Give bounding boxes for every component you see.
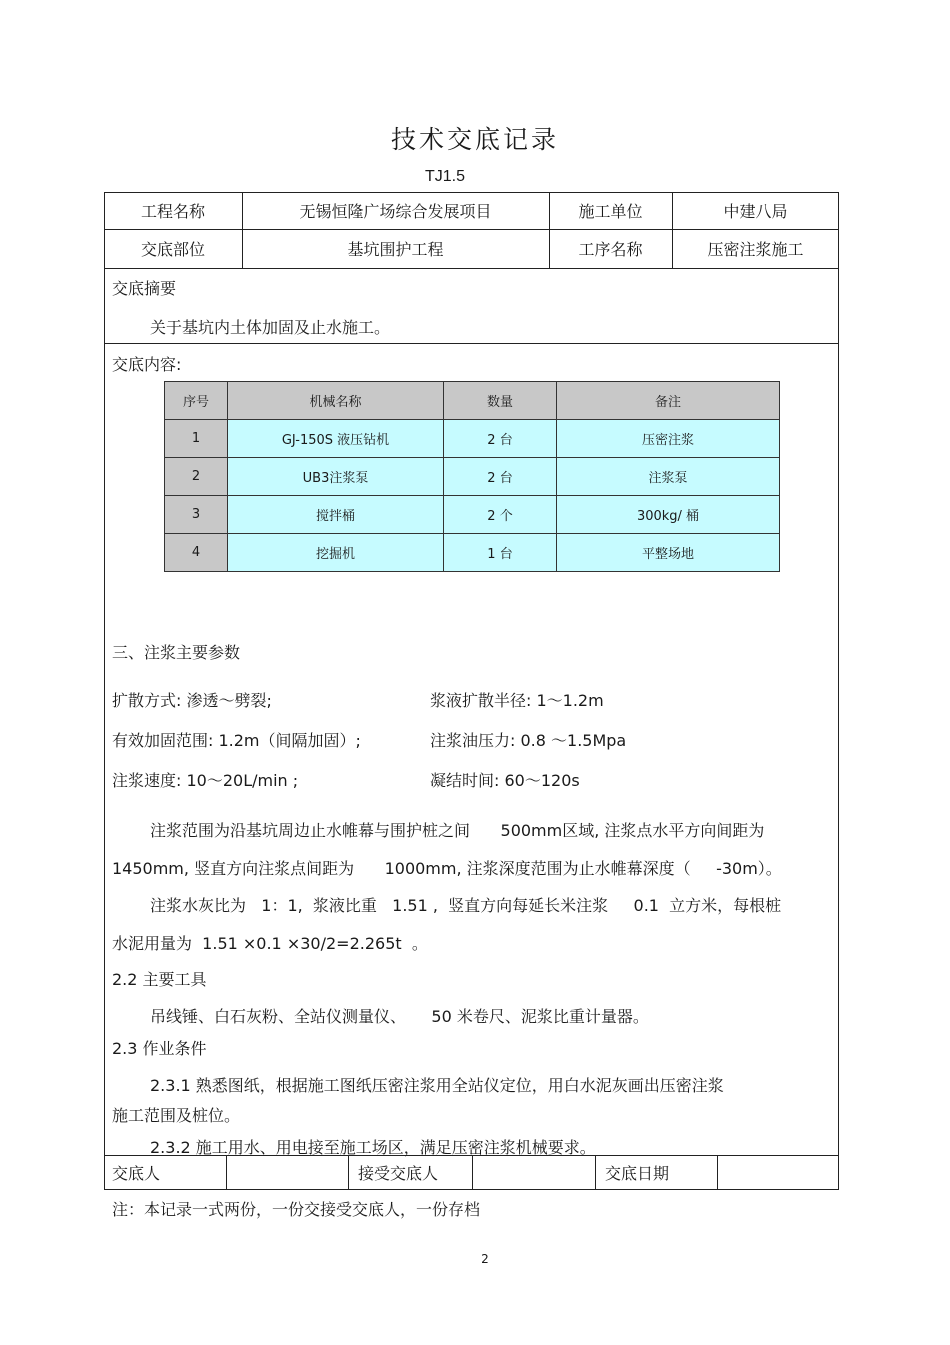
row-remark: 注浆泵	[557, 458, 780, 496]
table-row	[165, 534, 780, 572]
work-condition-item1-line1: 2.3.1 熟悉图纸，根据施工图纸压密注浆用全站仪定位，用白水泥灰画出压密注浆	[150, 1076, 724, 1095]
col-header-machine: 机械名称	[228, 382, 444, 420]
page-number: 2	[481, 1252, 489, 1266]
water-cement-para-line1: 注浆水灰比为 1：1, 浆液比重 1.51 , 竖直方向每延长米注浆 0.1 立方米，每根桩	[150, 896, 782, 915]
col-header-qty: 数量	[444, 382, 557, 420]
row-machine: GJ-150S 液压钻机	[228, 420, 444, 458]
param-grout-speed: 注浆速度: 10～20L/min ;	[112, 771, 299, 790]
param-diffusion-radius: 浆液扩散半径: 1～1.2m	[430, 691, 604, 710]
section3-heading: 三、注浆主要参数	[112, 643, 241, 662]
row-qty: 1 台	[444, 534, 557, 572]
section23-heading: 2.3 作业条件	[112, 1039, 207, 1058]
handover-receiver-value[interactable]	[472, 1155, 595, 1190]
machine-table	[164, 381, 780, 572]
table-row	[165, 420, 780, 458]
handover-part-label: 交底部位	[140, 240, 205, 259]
row-remark: 压密注浆	[557, 420, 780, 458]
param-diffusion-method: 扩散方式: 渗透～劈裂;	[112, 691, 272, 710]
row-no: 2	[165, 458, 228, 496]
work-condition-item2: 2.3.2 施工用水、用电接至施工场区，满足压密注浆机械要求。	[150, 1138, 596, 1157]
handover-giver-value[interactable]	[226, 1155, 348, 1190]
param-reinforce-range: 有效加固范围: 1.2m（间隔加固）;	[112, 731, 361, 750]
machine-table-header	[165, 382, 780, 420]
row-remark: 300kg/ 桶	[557, 496, 780, 534]
water-cement-para-line2: 水泥用量为 1.51 ×0.1 ×30/2=2.265t 。	[112, 934, 428, 953]
row-no: 3	[165, 496, 228, 534]
row-qty: 2 台	[444, 458, 557, 496]
process-name-label: 工序名称	[578, 240, 643, 259]
footnote: 注：本记录一式两份，一份交接受交底人，一份存档	[112, 1200, 481, 1219]
row-machine: 挖掘机	[228, 534, 444, 572]
document-title: 技术交底记录	[390, 125, 559, 154]
param-setting-time: 凝结时间: 60～120s	[430, 771, 580, 790]
table-row	[165, 496, 780, 534]
construction-unit-label: 施工单位	[578, 202, 643, 221]
row-qty: 2 台	[444, 420, 557, 458]
row-machine: 搅拌桶	[228, 496, 444, 534]
handover-giver-label: 交底人	[112, 1164, 161, 1183]
project-name-label: 工程名称	[140, 202, 205, 221]
col-header-remark: 备注	[557, 382, 780, 420]
handover-date-value[interactable]	[717, 1155, 839, 1190]
row-divider	[104, 268, 839, 269]
process-name-value: 压密注浆施工	[707, 240, 804, 259]
grouting-range-para-line1: 注浆范围为沿基坑周边止水帷幕与围护桩之间 500mm区域, 注浆点水平方向间距为	[150, 821, 765, 840]
construction-unit-value: 中建八局	[723, 202, 788, 221]
document-code: TJ1.5	[424, 168, 465, 185]
project-name-value: 无锡恒隆广场综合发展项目	[299, 202, 492, 221]
row-no: 1	[165, 420, 228, 458]
grouting-range-para-line2: 1450mm, 竖直方向注浆点间距为 1000mm, 注浆深度范围为止水帷幕深度（ -30m）。	[112, 859, 782, 878]
content-label: 交底内容:	[112, 355, 182, 374]
summary-text: 关于基坑内土体加固及止水施工。	[150, 318, 391, 337]
main-tools-text: 吊线锤、白石灰粉、全站仪测量仪、 50 米卷尺、泥浆比重计量器。	[150, 1007, 649, 1026]
table-row	[165, 458, 780, 496]
handover-date-label: 交底日期	[605, 1164, 670, 1183]
section22-heading: 2.2 主要工具	[112, 970, 207, 989]
row-divider	[104, 343, 839, 344]
param-oil-pressure: 注浆油压力: 0.8 ～1.5Mpa	[430, 731, 627, 750]
row-remark: 平整场地	[557, 534, 780, 572]
summary-label: 交底摘要	[112, 279, 177, 298]
handover-receiver-label: 接受交底人	[358, 1164, 439, 1183]
work-condition-item1-line2: 施工范围及桩位。	[112, 1106, 241, 1125]
row-qty: 2 个	[444, 496, 557, 534]
col-header-no: 序号	[165, 382, 228, 420]
row-machine: UB3注浆泵	[228, 458, 444, 496]
handover-part-value: 基坑围护工程	[347, 240, 444, 259]
row-no: 4	[165, 534, 228, 572]
